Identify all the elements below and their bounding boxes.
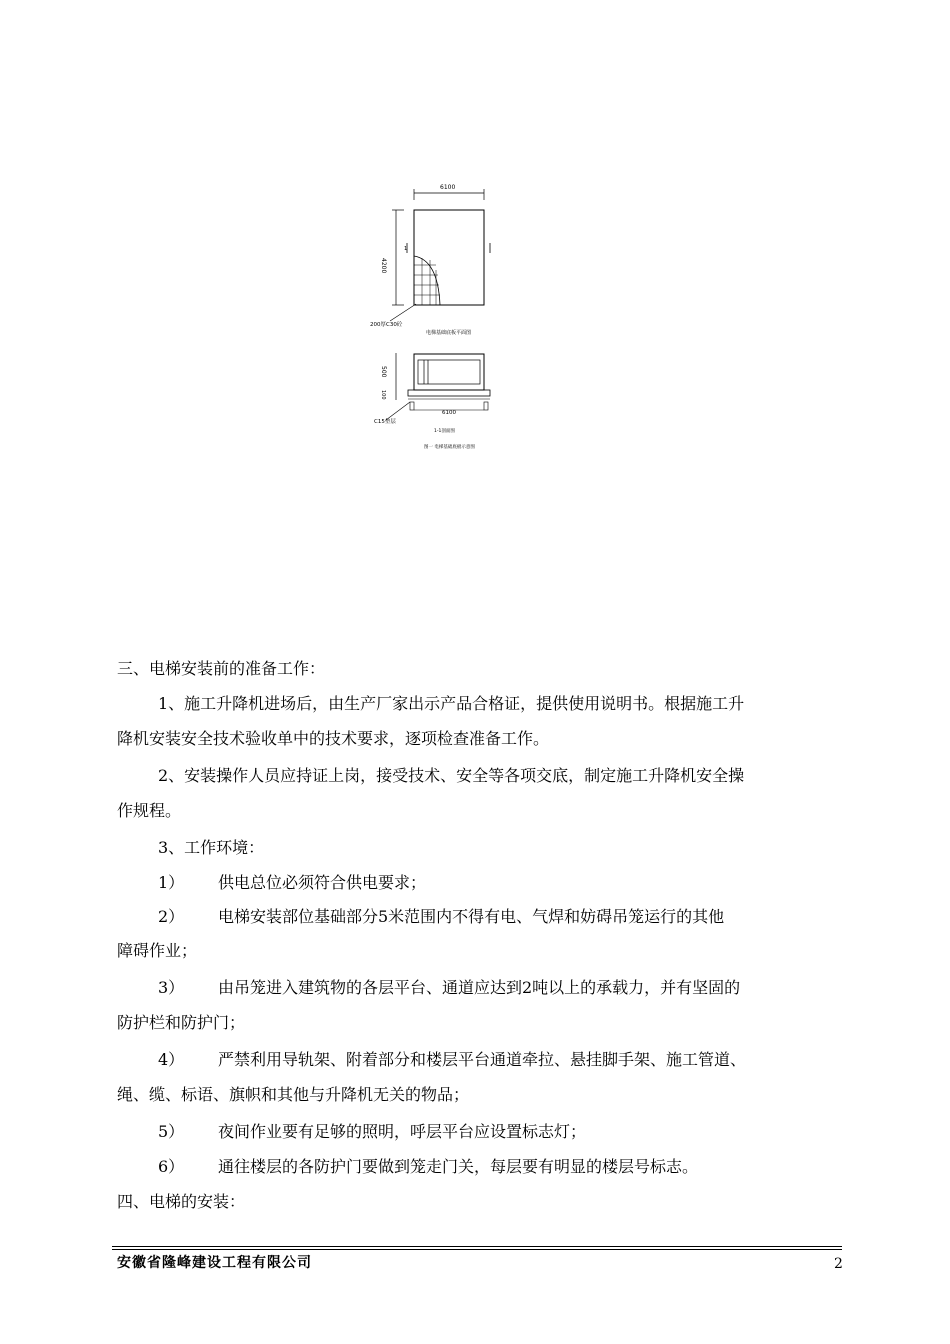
footer-rule [112, 1249, 842, 1250]
item-text: 电梯安装部位基础部分5米范围内不得有电、气焊和妨碍吊笼运行的其他 [218, 907, 725, 926]
item-text: 由吊笼进入建筑物的各层平台、通道应达到2吨以上的承载力，并有坚固的 [218, 978, 741, 997]
item-text: 供电总位必须符合供电要求； [218, 873, 427, 892]
para3: 3、工作环境： [158, 838, 265, 857]
section4-heading: 四、电梯的安装： [117, 1192, 246, 1211]
section-height-dim: 500 [380, 366, 387, 378]
section-note: C15垫层 [374, 419, 396, 425]
item-text-cont: 障碍作业； [117, 941, 198, 960]
section-mark-left: 1 [404, 246, 408, 252]
para1-line2: 降机安装安全技术验收单中的技术要求，逐项检查准备工作。 [117, 729, 550, 748]
para2-line2: 作规程。 [117, 801, 182, 820]
item-text: 通往楼层的各防护门要做到笼走门关，每层要有明显的楼层号标志。 [218, 1157, 699, 1176]
item-number: 1） [158, 873, 185, 892]
page-number: 2 [834, 1256, 843, 1272]
item-text-cont: 防护栏和防护门； [117, 1013, 246, 1032]
para2-line1: 2、安装操作人员应持证上岗，接受技术、安全等各项交底，制定施工升降机安全操 [158, 766, 745, 785]
plan-height-dim: 4200 [380, 258, 387, 274]
foundation-drawing [360, 180, 510, 455]
item-number: 3） [158, 978, 185, 997]
plan-note: 200厚C30砼 [370, 322, 403, 328]
item-number: 4） [158, 1050, 185, 1069]
company-name: 安徽省隆峰建设工程有限公司 [117, 1255, 312, 1271]
plan-caption: 电梯基础底板平面图 [426, 330, 472, 336]
item-number: 6） [158, 1157, 185, 1176]
item-text: 夜间作业要有足够的照明，呼层平台应设置标志灯； [218, 1122, 587, 1141]
section3-heading: 三、电梯安装前的准备工作： [117, 659, 326, 678]
section-base-dim: 100 [380, 390, 386, 400]
footer-rule [112, 1246, 842, 1247]
para1-line1: 1、施工升降机进场后，由生产厂家出示产品合格证，提供使用说明书。根据施工升 [158, 694, 745, 713]
item-number: 5） [158, 1122, 185, 1141]
item-number: 2） [158, 907, 185, 926]
section-caption: 1-1剖面图 [434, 429, 455, 434]
item-text: 严禁利用导轨架、附着部分和楼层平台通道牵拉、悬挂脚手架、施工管道、 [218, 1050, 747, 1069]
plan-width-dim: 6100 [440, 184, 456, 191]
section-width-dim: 6100 [442, 410, 456, 416]
item-text-cont: 绳、缆、标语、旗帜和其他与升降机无关的物品； [117, 1085, 470, 1104]
figure-caption: 图一 电梯基础底板示意图 [424, 445, 475, 450]
